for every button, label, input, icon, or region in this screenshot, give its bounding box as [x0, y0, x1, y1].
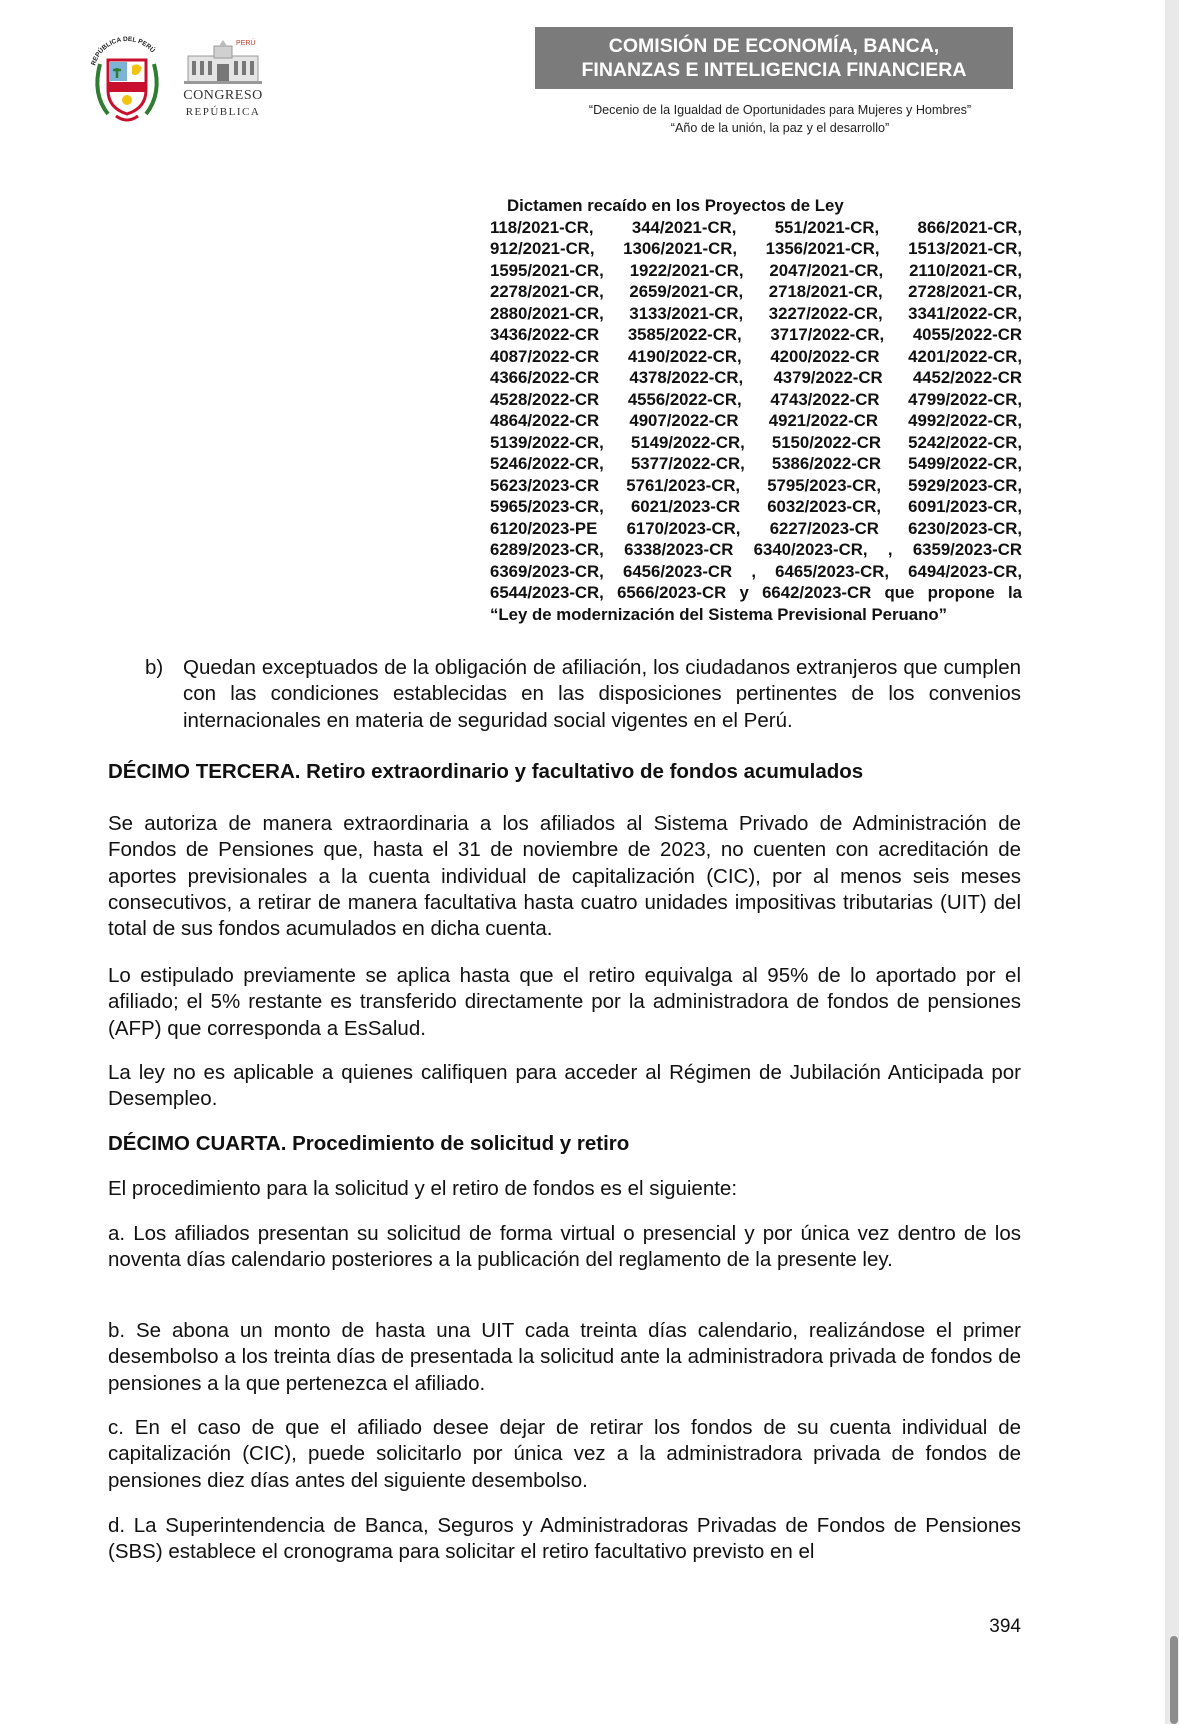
dictamen-line: 5246/2022-CR, 5377/2022-CR, 5386/2022-CR 5499/2022-CR, — [490, 454, 1022, 473]
dictamen-line: 4366/2022-CR 4378/2022-CR, 4379/2022-CR 4452/2022-CR — [490, 368, 1022, 387]
dictamen-line: 4528/2022-CR 4556/2022-CR, 4743/2022-CR 4799/2022-CR, — [490, 389, 1022, 409]
paragraph-text: a. Los afiliados presentan su solicitud de forma virtual o presencial y por única vez dentro de los noventa días calendario posteriores a la publicación del reglamento de la presente ley. — [108, 1222, 1021, 1272]
paragraph-text: Se autoriza de manera extraordinaria a los afiliados al Sistema Privado de Administración de Fondos de Pensiones que, hasta el 31 de noviembre de 2023, no cuenten con acreditación de aportes previsionales a la cuenta individual de capitalización (CIC), por al menos seis meses consecutivos, a retirar de manera facultativa hasta cuatro unidades impositivas tributarias (UIT) del total de sus fondos acumulados en dicha cuenta. — [108, 812, 1021, 941]
section-heading-decimo-cuarta: DÉCIMO CUARTA. Procedimiento de solicitud y retiro — [108, 1132, 630, 1155]
paragraph-text: c. En el caso de que el afiliado desee dejar de retirar los fondos de su cuenta individual de capitalización (CIC), puede solicitarlo por única vez a la administradora privada de fondos de pensiones diez días antes del siguiente desembolso. — [108, 1416, 1021, 1492]
paragraph-text: El procedimiento para la solicitud y el retiro de fondos es el siguiente: — [108, 1177, 738, 1200]
commission-title-line-1: COMISIÓN DE ECONOMÍA, BANCA, — [608, 35, 940, 57]
national-seal-icon — [86, 34, 168, 124]
logo-republica-text: REPÚBLICA — [185, 106, 261, 118]
list-marker: b) — [145, 656, 164, 679]
paragraph-text: La ley no es aplicable a quienes califiquen para acceder al Régimen de Jubilación Anticipada por Desempleo. — [108, 1061, 1021, 1111]
paragraph-14-intro — [108, 1176, 1021, 1202]
dictamen-line: 1595/2021-CR, 1922/2021-CR, 2047/2021-CR, 2110/2021-CR, — [490, 260, 1022, 280]
dictamen-line: 2278/2021-CR, 2659/2021-CR, 2718/2021-CR, 2728/2021-CR, — [490, 282, 1022, 301]
paragraph-text: Lo estipulado previamente se aplica hasta que el retiro equivalga al 95% de lo aportado por el afiliado; el 5% restante es transferido directamente por la administradora de fondos de pensiones (AFP) que corresponda a EsSalud. — [108, 964, 1021, 1040]
dictamen-line: 2880/2021-CR, 3133/2021-CR, 3227/2022-CR, 3341/2022-CR, — [490, 303, 1022, 323]
decade-motto: “Decenio de la Igualdad de Oportunidades para Mujeres y Hombres” — [588, 103, 972, 117]
commission-title-box — [535, 27, 1013, 89]
dictamen-line: 6289/2023-CR, 6338/2023-CR 6340/2023-CR, , 6359/2023-CR — [490, 540, 1022, 559]
paragraph-14-b — [108, 1318, 1021, 1397]
dictamen-line: 5623/2023-CR 5761/2023-CR, 5795/2023-CR, 5929/2023-CR, — [490, 475, 1022, 495]
paragraph-text: b. Se abona un monto de hasta una UIT cada treinta días calendario, realizándose el primer desembolso a los treinta días de presentada la solicitud ante la administradora privada de fondos de pensiones a la que pertenezca el afiliado. — [108, 1319, 1021, 1395]
list-item-b — [145, 655, 1021, 734]
paragraph-14-a — [108, 1221, 1021, 1274]
dictamen-line: 5965/2023-CR, 6021/2023-CR 6032/2023-CR, 6091/2023-CR, — [490, 497, 1022, 516]
paragraph-text: d. La Superintendencia de Banca, Seguros y Administradoras Privadas de Fondos de Pensiones (SBS) establece el cronograma para solicitar el retiro facultativo previsto en el — [108, 1514, 1021, 1564]
dictamen-line: “Ley de modernización del Sistema Previsional Peruano” — [490, 604, 947, 624]
paragraph-14-d — [108, 1513, 1021, 1566]
dictamen-line: 6544/2023-CR, 6566/2023-CR y 6642/2023-CR que propone la — [490, 583, 1022, 602]
dictamen-line: 118/2021-CR, 344/2021-CR, 551/2021-CR, 866/2021-CR, — [490, 217, 1022, 237]
dictamen-reference-block — [490, 195, 1022, 625]
paragraph-13-2 — [108, 963, 1021, 1042]
dictamen-line: 6369/2023-CR, 6456/2023-CR , 6465/2023-CR, 6494/2023-CR, — [490, 561, 1022, 581]
paragraph-13-1 — [108, 811, 1021, 942]
dictamen-line: Dictamen recaído en los Proyectos de Ley — [507, 196, 844, 215]
dictamen-line: 4864/2022-CR 4907/2022-CR 4921/2022-CR 4992/2022-CR, — [490, 411, 1022, 430]
congreso-logo — [180, 40, 266, 124]
dictamen-line: 3436/2022-CR 3585/2022-CR, 3717/2022-CR, 4055/2022-CR — [490, 325, 1022, 344]
section-heading-decimo-tercera: DÉCIMO TERCERA. Retiro extraordinario y facultativo de fondos acumulados — [108, 760, 864, 783]
logo-congreso-text: CONGRESO — [183, 88, 263, 103]
dictamen-line: 912/2021-CR, 1306/2021-CR, 1356/2021-CR, 1513/2021-CR, — [490, 239, 1022, 258]
page-edge — [1165, 0, 1179, 1724]
dictamen-line: 6120/2023-PE 6170/2023-CR, 6227/2023-CR 6230/2023-CR, — [490, 518, 1022, 538]
page-number: 394 — [989, 1616, 1021, 1637]
year-motto: “Año de la unión, la paz y el desarrollo” — [670, 121, 890, 135]
paragraph-14-c — [108, 1415, 1021, 1494]
scrollbar-thumb[interactable] — [1170, 1636, 1178, 1724]
list-item-text: Quedan exceptuados de la obligación de afiliación, los ciudadanos extranjeros que cumplen con las condiciones establecidas en las disposiciones pertinentes de los convenios internacionales en materia de seguridad social vigentes en el Perú. — [183, 656, 1021, 732]
logo-peru-label: PERÚ — [236, 40, 256, 47]
dictamen-line: 4087/2022-CR 4190/2022-CR, 4200/2022-CR 4201/2022-CR, — [490, 346, 1022, 366]
paragraph-13-3 — [108, 1060, 1021, 1113]
seal-text: REPÚBLICA DEL PERÚ — [90, 35, 157, 67]
dictamen-line: 5139/2022-CR, 5149/2022-CR, 5150/2022-CR 5242/2022-CR, — [490, 432, 1022, 452]
commission-title-line-2: FINANZAS E INTELIGENCIA FINANCIERA — [581, 59, 967, 81]
